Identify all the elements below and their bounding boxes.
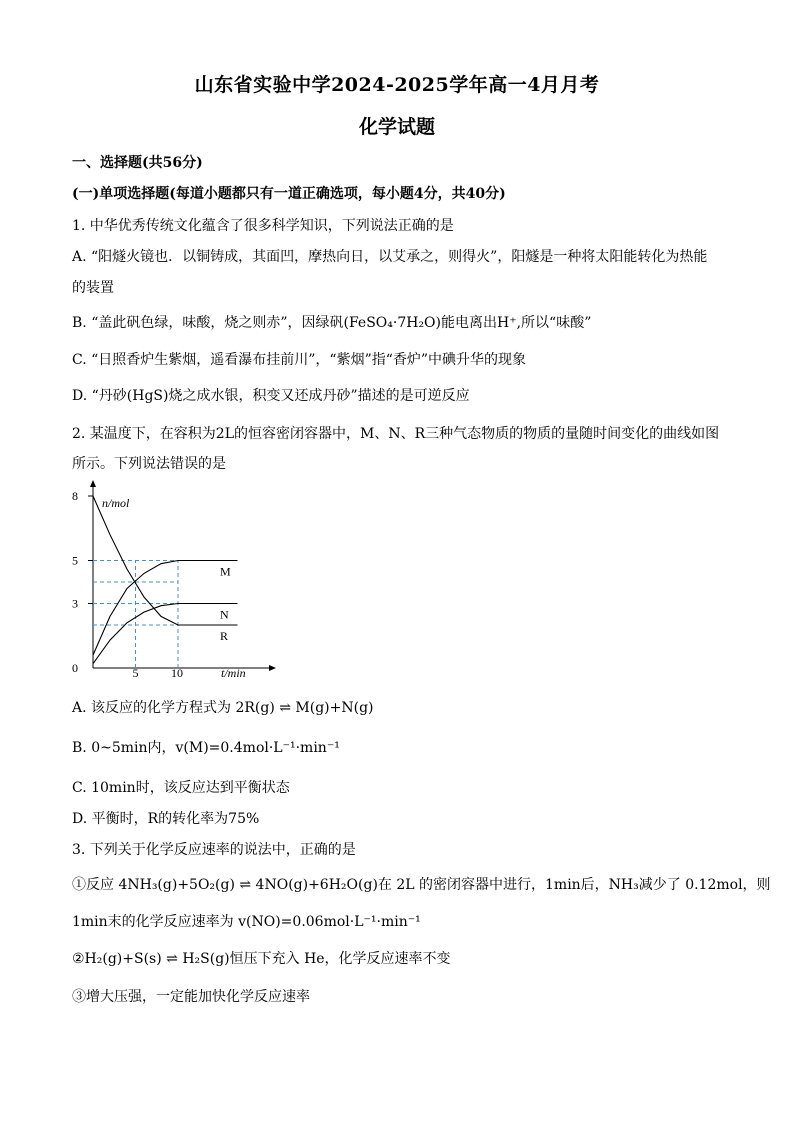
x-tick-label: 10 [171, 666, 183, 678]
q3-statement-1-line2: 1min末的化学反应速率为 v(NO)=0.06mol·L⁻¹·min⁻¹ [72, 914, 421, 930]
q3-statement-1-line1: ①反应 4NH₃(g)+5O₂(g) ⇌ 4NO(g)+6H₂O(g)在 2L 的密闭容器中进行，1min后，NH₃减少了 0.12mol，则 [72, 877, 771, 893]
series-label-R: R [220, 629, 229, 643]
x-tick-label: 5 [132, 666, 139, 678]
chart-guides [93, 561, 178, 669]
y-axis-arrow [90, 480, 96, 487]
q1-stem: 1. 中华优秀传统文化蕴含了很多科学知识，下列说法正确的是 [72, 218, 454, 234]
q1-option-d: D. “丹砂(HgS)烧之成水银，积变又还成丹砂”描述的是可逆反应 [72, 388, 470, 404]
q1-option-b: B. “盖此矾色绿，味酸，烧之则赤”，因绿矾(FeSO₄·7H₂O)能电离出H⁺,所以“味酸” [72, 315, 592, 331]
q2-option-c: C. 10min时，该反应达到平衡状态 [72, 780, 290, 796]
q2-option-b: B. 0~5min内，v(M)=0.4mol·L⁻¹·min⁻¹ [72, 740, 340, 756]
q2-stem-line2: 所示。下列说法错误的是 [72, 456, 226, 472]
q1-option-a-line1: A. “阳燧火镜也．以铜铸成，其面凹，摩热向日，以艾承之，则得火”，阳燧是一种将太阳能转化为热能 [72, 249, 708, 265]
series-M-line [93, 561, 238, 656]
q3-statement-2: ②H₂(g)+S(s) ⇌ H₂S(g)恒压下充入 He，化学反应速率不变 [72, 951, 451, 967]
y-tick-label: 0 [72, 661, 78, 675]
y-tick-label: 8 [72, 489, 78, 503]
x-axis-arrow [269, 665, 276, 671]
q1-option-a-line2: 的装置 [72, 280, 114, 296]
series-label-N: N [220, 607, 229, 622]
q2-option-d: D. 平衡时，R的转化率为75% [72, 811, 260, 827]
q3-stem: 3. 下列关于化学反应速率的说法中，正确的是 [72, 842, 356, 858]
series-N-line [93, 604, 238, 664]
q2-chart [60, 478, 290, 678]
page-subtitle: 化学试题 [358, 116, 435, 138]
x-axis-label: t/min [221, 666, 246, 678]
q1-option-c: C. “日照香炉生紫烟，遥看瀑布挂前川”，“紫烟”指“香炉”中碘升华的现象 [72, 352, 527, 368]
y-tick-label: 3 [72, 596, 78, 611]
section-subheading: (一)单项选择题(每道小题都只有一道正确选项，每小题4分，共40分) [72, 186, 506, 202]
y-tick-label: 5 [72, 553, 78, 568]
chart-series [93, 496, 238, 664]
q2-stem-line1: 2. 某温度下，在容积为2L的恒容密闭容器中，M、N、R三种气态物质的物质的量随时间变化的曲线如图 [72, 426, 720, 442]
page-title: 山东省实验中学2024-2025学年高一4月月考 [194, 74, 600, 96]
section-heading: 一、选择题(共56分) [72, 155, 203, 171]
series-label-M: M [220, 564, 231, 579]
q2-option-a: A. 该反应的化学方程式为 2R(g) ⇌ M(g)+N(g) [72, 700, 374, 716]
q3-statement-3: ③增大压强，一定能加快化学反应速率 [72, 989, 310, 1005]
y-axis-label: n/mol [102, 496, 130, 510]
